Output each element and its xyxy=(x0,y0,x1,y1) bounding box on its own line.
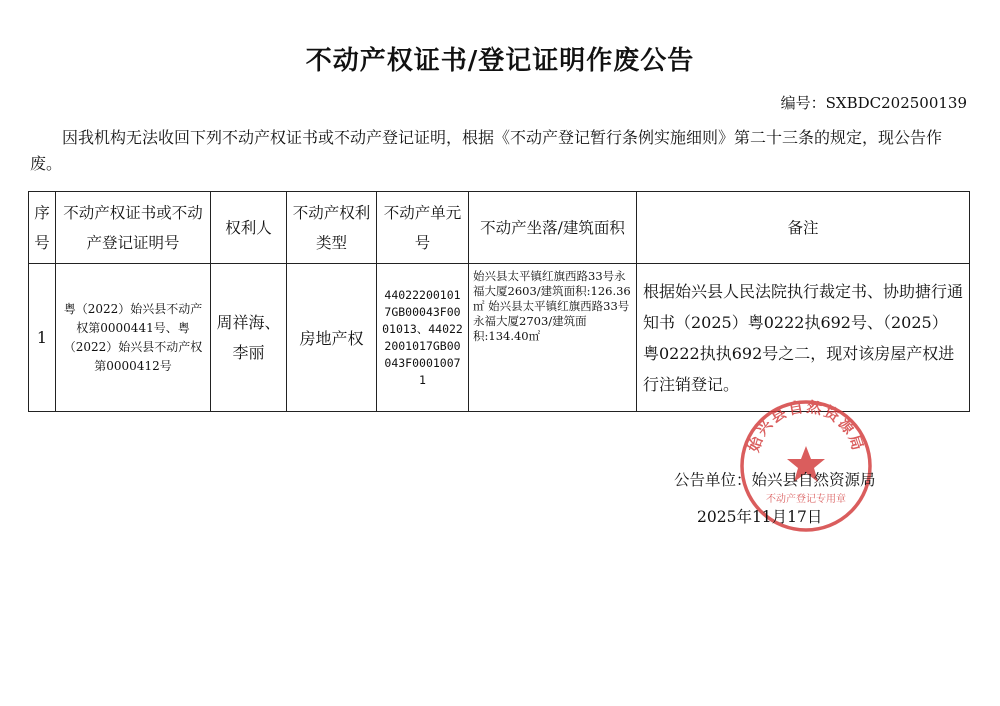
seal-subtitle: 不动产登记专用章 xyxy=(766,494,846,505)
cell-cert-no: 粤（2022）始兴县不动产权第0000441号、粤（2022）始兴县不动产权第0000412号 xyxy=(56,264,211,412)
header-seq: 序号 xyxy=(29,192,56,264)
table-header-row xyxy=(29,192,970,264)
intro-paragraph: 因我机构无法收回下列不动产权证书或不动产登记证明，根据《不动产登记暂行条例实施细则》第二十三条的规定，现公告作废。 xyxy=(30,128,943,173)
announcing-unit: 公告单位：始兴县自然资源局 xyxy=(674,471,876,489)
cell-remark: 根据始兴县人民法院执行裁定书、协助搪行通知书（2025）粤0222执692号、（2025）粤0222执执692号之二，现对该房屋产权进行注销登记。 xyxy=(637,264,970,412)
page-title: 不动产权证书/登记证明作废公告 xyxy=(305,46,695,76)
header-cert-no: 不动产权证书或不动产登记证明号 xyxy=(56,192,211,264)
table-row xyxy=(29,264,970,412)
svg-text:始兴县自然资源局 xyxy=(745,398,868,454)
header-holder: 权利人 xyxy=(211,192,287,264)
cell-location: 始兴县太平镇红旗西路33号永福大厦2603/建筑面积:126.36㎡ 始兴县太平镇红旗西路33号永福大厦2703/建筑面积:134.40㎡ xyxy=(469,264,637,412)
header-right-type: 不动产权利类型 xyxy=(287,192,377,264)
document-number: 编号：SXBDC202500139 xyxy=(780,94,967,112)
cell-unit-no: 440222001017GB00043F0001013、440222001017GB00043F00010071 xyxy=(377,264,469,412)
header-remark: 备注 xyxy=(637,192,970,264)
cell-right-type: 房地产权 xyxy=(287,264,377,412)
cell-holder: 周祥海、李丽 xyxy=(211,264,287,412)
cell-seq: 1 xyxy=(29,264,56,412)
header-location: 不动产坐落/建筑面积 xyxy=(469,192,637,264)
header-unit-no: 不动产单元号 xyxy=(377,192,469,264)
notice-table xyxy=(28,191,970,412)
notice-date: 2025年11月17日 xyxy=(697,508,823,526)
seal-name: 始兴县自然资源局 xyxy=(744,397,868,455)
